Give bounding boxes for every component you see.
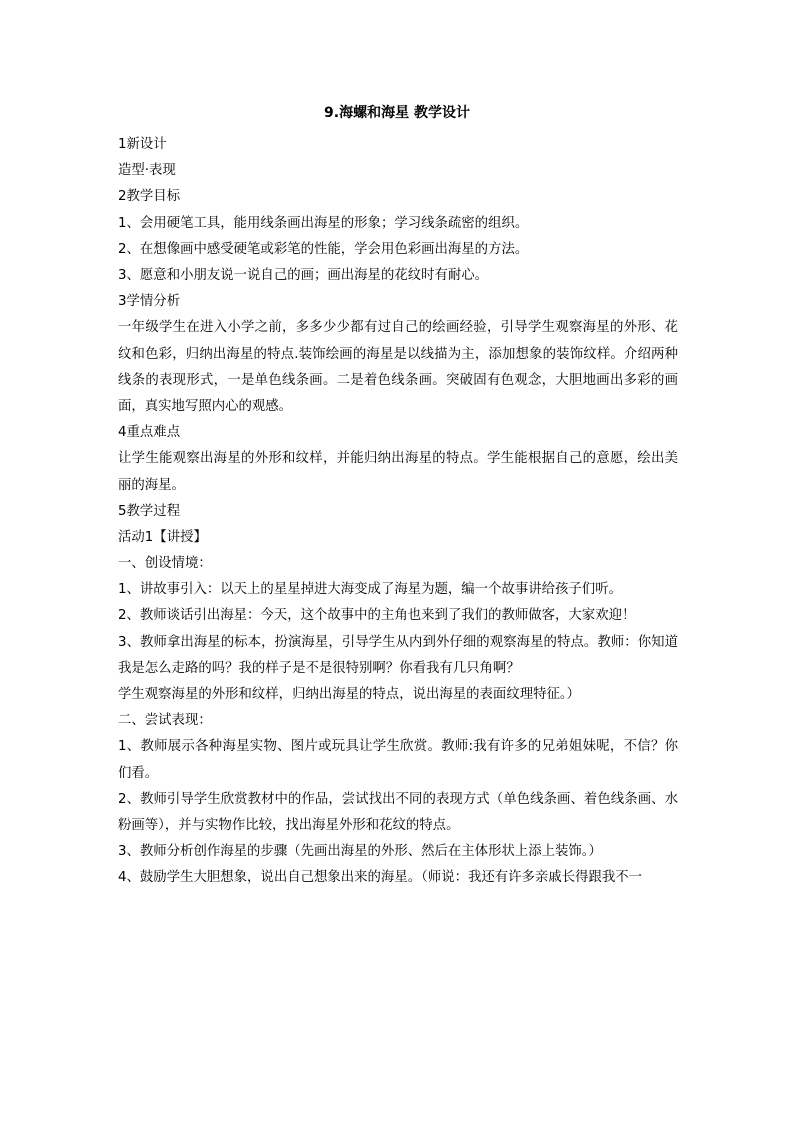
key-points-paragraph: 让学生能观察出海星的外形和纹样，并能归纳出海星的特点。学生能根据自己的意愿，绘出美丽的海星。	[118, 451, 678, 493]
activity-label: 活动1【讲授】	[118, 529, 207, 545]
category-text: 造型·表现	[118, 163, 176, 179]
process-step-3-note: 学生观察海星的外形和纹样，归纳出海星的特点，说出海星的表面纹理特征。）	[118, 687, 580, 703]
process-step-2: 2、教师谈话引出海星：今天，这个故事中的主角也来到了我们的教师做客，大家欢迎！	[118, 608, 636, 624]
try-step-3: 3、教师分析创作海星的步骤（先画出海星的外形、然后在主体形状上添上装饰。）	[118, 844, 602, 860]
process-step-3: 3、教师拿出海星的标本，扮演海星，引导学生从内到外仔细的观察海星的特点。教师：你知道我是怎么走路的吗？我的样子是不是很特别啊？你看我有几只角啊？	[118, 634, 678, 676]
try-step-2: 2、教师引导学生欣赏教材中的作品，尝试找出不同的表现方式（单色线条画、着色线条画、水粉画等），并与实物作比较，找出海星外形和花纹的特点。	[118, 791, 678, 834]
section-heading-analysis: 3学情分析	[118, 294, 181, 310]
section-heading-process: 5教学过程	[118, 503, 181, 519]
try-step-1: 1、教师展示各种海星实物、图片或玩具让学生欣赏。教师:我有许多的兄弟姐妹呢，不信？你们看。	[118, 739, 678, 781]
try-step-4: 4、鼓励学生大胆想象，说出自己想象出来的海星。（师说：我还有许多亲戚长得跟我不一	[118, 870, 643, 886]
analysis-paragraph: 一年级学生在进入小学之前，多多少少都有过自己的绘画经验，引导学生观察海星的外形、花纹和色彩，归纳出海星的特点.装饰绘画的海星是以线描为主，添加想象的装饰纹样。介绍两种线条的表现形式，一是单色线条画。二是着色线条画。突破固有色观念，大胆地画出多彩的画面，真实地写照内心的观感。	[118, 320, 678, 414]
subheading-try-expression: 二、尝试表现：	[118, 713, 212, 729]
section-heading-new-design: 1新设计	[118, 137, 167, 152]
section-heading-key-points: 4重点难点	[118, 425, 181, 441]
objective-item-3: 3、愿意和小朋友说一说自己的画；画出海星的花纹时有耐心。	[118, 267, 489, 283]
document-body	[118, 132, 678, 892]
process-step-1: 1、讲故事引入：以天上的星星掉进大海变成了海星为题，编一个故事讲给孩子们听。	[118, 582, 622, 598]
objective-item-2: 2、在想像画中感受硬笔或彩笔的性能，学会用色彩画出海星的方法。	[118, 241, 529, 257]
document-title: 9.海螺和海星 教学设计	[324, 105, 470, 121]
subheading-create-scene: 一、创设情境：	[118, 556, 212, 572]
objective-item-1: 1、会用硬笔工具，能用线条画出海星的形象；学习线条疏密的组织。	[118, 215, 529, 231]
section-heading-objectives: 2教学目标	[118, 189, 181, 205]
